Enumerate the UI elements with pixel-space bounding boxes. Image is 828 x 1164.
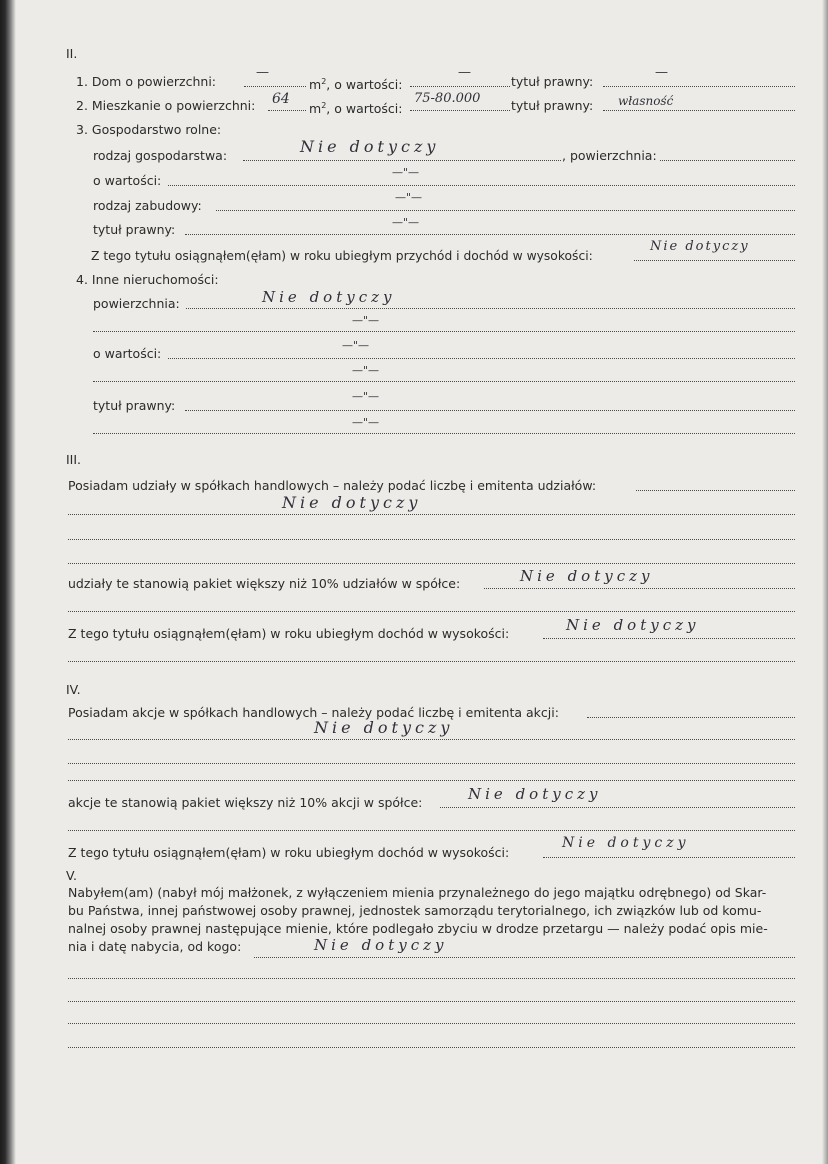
farm-income-field[interactable] xyxy=(634,260,795,261)
farm-header: 3. Gospodarstwo rolne: xyxy=(76,122,222,137)
acquired-line-1: Nabyłem(am) (nabył mój małżonek, z wyłączeniem mienia przynależnego do jego majątku odrębnego) od Skar- xyxy=(68,885,767,900)
section-v-heading: V. xyxy=(66,868,77,883)
flat-title-value: własność xyxy=(618,94,674,108)
stocks-income-value: Nie dotyczy xyxy=(562,835,690,851)
other-header: 4. Inne nieruchomości: xyxy=(76,272,219,287)
stocks-income-label: Z tego tytułu osiągnąłem(ęłam) w roku ubiegłym dochód w wysokości: xyxy=(68,845,510,860)
shares-pct-label: udziały te stanowią pakiet większy niż 10% udziałów w spółce: xyxy=(68,576,461,591)
flat-title-field[interactable] xyxy=(603,110,795,111)
shares-answer-field[interactable] xyxy=(68,514,795,515)
other-area-value: Nie dotyczy xyxy=(262,288,396,306)
farm-type-label: rodzaj gospodarstwa: xyxy=(93,148,228,163)
other-area-label: powierzchnia: xyxy=(93,296,180,311)
stocks-answer-field[interactable] xyxy=(68,739,795,740)
flat-area-label: 2. Mieszkanie o powierzchni: xyxy=(76,98,256,113)
house-unit: $m^2$, o wartości: xyxy=(309,77,403,93)
shares-line-2[interactable] xyxy=(68,539,795,540)
farm-building-value: —"— xyxy=(395,191,423,204)
stocks-intro-field[interactable] xyxy=(587,717,795,718)
acquired-line-3: nalnej osoby prawnej następujące mienie, które podlegało zbyciu w drodze przetargu — należy podać opis mie- xyxy=(68,921,768,936)
farm-income-label: Z tego tytułu osiągnąłem(ęłam) w roku ubiegłym przychód i dochód w wysokości: xyxy=(91,249,593,263)
scan-right-edge xyxy=(822,0,828,1164)
shares-income-label: Z tego tytułu osiągnąłem(ęłam) w roku ubiegłym dochód w wysokości: xyxy=(68,626,510,641)
stocks-line-3[interactable] xyxy=(68,780,795,781)
shares-intro: Posiadam udziały w spółkach handlowych – należy podać liczbę i emitenta udziałów: xyxy=(68,478,597,493)
other-value-field[interactable] xyxy=(168,358,795,359)
stocks-income-field[interactable] xyxy=(543,857,795,858)
shares-income-value: Nie dotyczy xyxy=(566,616,700,634)
other-value-label: o wartości: xyxy=(93,346,162,361)
farm-area-field[interactable] xyxy=(660,160,795,161)
stocks-answer: Nie dotyczy xyxy=(314,718,454,737)
other-area-field[interactable] xyxy=(186,308,795,309)
farm-building-field[interactable] xyxy=(216,210,795,211)
section-iv-heading: IV. xyxy=(66,682,81,697)
house-area-field[interactable] xyxy=(244,86,306,87)
other-title-field-cont[interactable] xyxy=(93,433,795,434)
farm-value-field[interactable] xyxy=(168,185,795,186)
acquired-line-4: nia i datę nabycia, od kogo: xyxy=(68,939,242,954)
farm-value-label: o wartości: xyxy=(93,173,162,188)
flat-area-field[interactable] xyxy=(268,110,306,111)
house-title-label: tytuł prawny: xyxy=(511,74,594,89)
acquired-line-2: bu Państwa, innej państwowej osoby prawnej, jednostek samorządu terytorialnego, ich związków lub od komu- xyxy=(68,903,762,918)
farm-title-field[interactable] xyxy=(185,234,795,235)
other-value-field-cont[interactable] xyxy=(93,381,795,382)
scan-left-edge xyxy=(0,0,16,1164)
stocks-pct-line-2[interactable] xyxy=(68,830,795,831)
acquired-line-d[interactable] xyxy=(68,1047,795,1048)
shares-pct-field[interactable] xyxy=(484,588,795,589)
acquired-line-c[interactable] xyxy=(68,1023,795,1024)
other-title-label: tytuł prawny: xyxy=(93,398,176,413)
farm-area-label: , powierzchnia: xyxy=(562,148,657,163)
stocks-line-2[interactable] xyxy=(68,763,795,764)
house-value-value: — xyxy=(458,65,471,80)
farm-income-value: Nie dotyczy xyxy=(650,239,750,254)
farm-type-field[interactable] xyxy=(243,160,561,161)
section-ii-heading: II. xyxy=(66,46,78,61)
farm-building-label: rodzaj zabudowy: xyxy=(93,198,202,213)
other-value-cont: —"— xyxy=(352,364,380,377)
farm-title-value: —"— xyxy=(392,216,420,229)
other-area-field-cont[interactable] xyxy=(93,331,795,332)
shares-pct-value: Nie dotyczy xyxy=(520,567,654,585)
shares-answer: Nie dotyczy xyxy=(282,493,422,512)
house-value-field[interactable] xyxy=(410,86,510,87)
flat-value-field[interactable] xyxy=(410,110,510,111)
other-value-value: —"— xyxy=(342,339,370,352)
section-iii-heading: III. xyxy=(66,452,82,467)
shares-line-3[interactable] xyxy=(68,563,795,564)
shares-pct-line-2[interactable] xyxy=(68,611,795,612)
farm-title-label: tytuł prawny: xyxy=(93,222,176,237)
farm-type-value: Nie dotyczy xyxy=(300,137,440,156)
shares-income-field[interactable] xyxy=(543,638,795,639)
stocks-pct-label: akcje te stanowią pakiet większy niż 10% akcji w spółce: xyxy=(68,795,423,810)
other-area-cont: —"— xyxy=(352,314,380,327)
shares-income-line-2[interactable] xyxy=(68,661,795,662)
stocks-pct-value: Nie dotyczy xyxy=(468,785,602,803)
acquired-answer-field[interactable] xyxy=(254,957,795,958)
acquired-line-b[interactable] xyxy=(68,1001,795,1002)
flat-title-label: tytuł prawny: xyxy=(511,98,594,113)
house-title-field[interactable] xyxy=(603,86,795,87)
other-title-value: —"— xyxy=(352,390,380,403)
stocks-intro: Posiadam akcje w spółkach handlowych – należy podać liczbę i emitenta akcji: xyxy=(68,705,559,720)
acquired-line-a[interactable] xyxy=(68,978,795,979)
house-area-value: — xyxy=(256,65,269,80)
flat-value-value: 75-80.000 xyxy=(414,91,481,106)
shares-intro-field[interactable] xyxy=(636,490,795,491)
stocks-pct-field[interactable] xyxy=(440,807,795,808)
other-title-cont: —"— xyxy=(352,416,380,429)
acquired-answer: Nie dotyczy xyxy=(314,936,448,954)
other-title-field[interactable] xyxy=(185,410,795,411)
house-title-value: — xyxy=(655,65,668,80)
flat-unit: $m^2$, o wartości: xyxy=(309,101,403,117)
farm-value-value: —"— xyxy=(392,166,420,179)
flat-area-value: 64 xyxy=(272,91,290,107)
house-area-label: 1. Dom o powierzchni: xyxy=(76,74,217,89)
